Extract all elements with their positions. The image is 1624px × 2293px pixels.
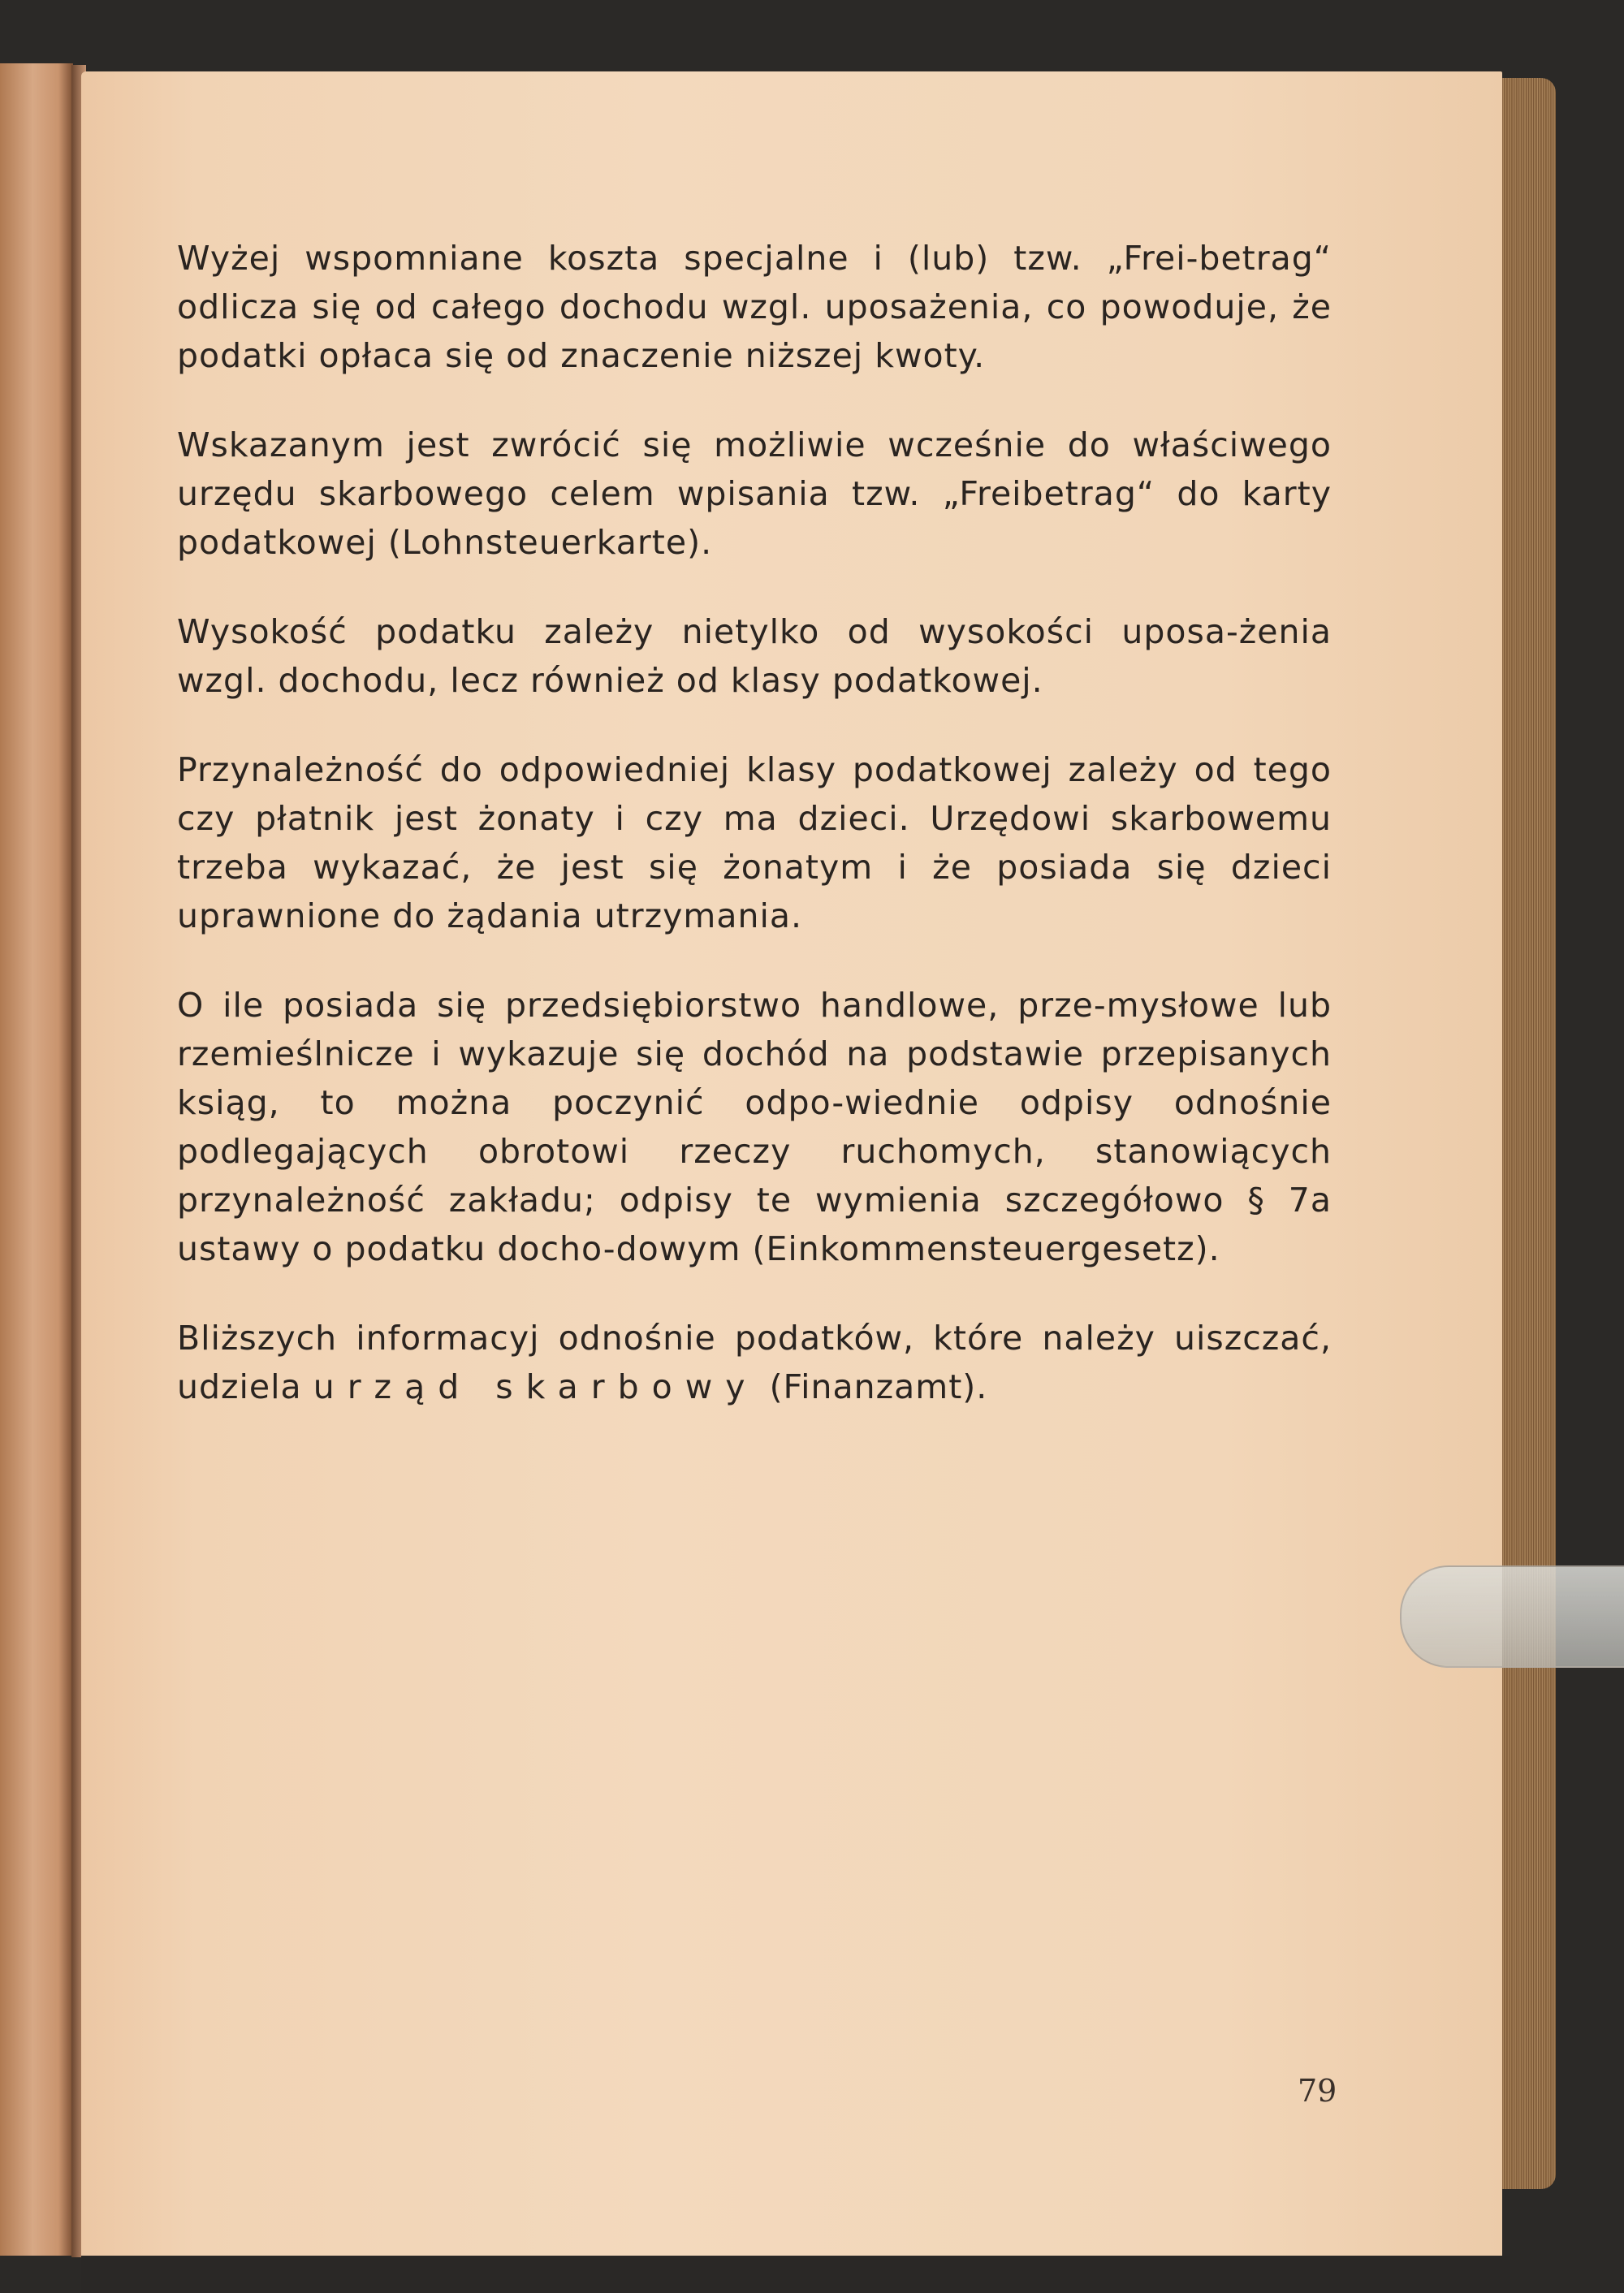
paragraph-5: O ile posiada się przedsiębiorstwo handlowe, prze-mysłowe lub rzemieślnicze i wykazuje się dochód na podstawie przepisanych ksiąg, to można poczynić odpo-wiednie odpisy odnośnie podlegających obrotowi rzeczy ruchomych, stanowiących przynależność zakładu; odpisy te wymienia szczegółowo § 7a ustawy o podatku docho-dowym (Einkommensteuergesetz). xyxy=(177,986,1332,1268)
bookmark-tab xyxy=(1400,1565,1624,1668)
paragraph-3: Wysokość podatku zależy nietylko od wysokości uposa-żenia wzgl. dochodu, lecz również od klasy podatkowej. xyxy=(177,612,1332,700)
spaced-emphasis: urząd skarbowy xyxy=(313,1367,758,1406)
paragraph-4: Przynależność do odpowiedniej klasy podatkowej zależy od tego czy płatnik jest żonaty i czy ma dzieci. Urzędowi skarbowemu trzeba wykazać, że jest się żonatym i że posiada się dzieci uprawnione do żądania utrzymania. xyxy=(177,750,1332,935)
paragraph-6-start: Bliższych informacyj odnośnie podatków, które należy uiszczać, udziela xyxy=(177,1319,1332,1406)
paragraph-1: Wyżej wspomniane koszta specjalne i (lub) tzw. „Frei-betrag“ odlicza się od całego dochodu wzgl. uposażenia, co powoduje, że podatki opłaca się od znaczenie niższej kwoty. xyxy=(177,239,1332,375)
page-number: 79 xyxy=(1298,2073,1337,2109)
paragraph-6-end: (Finanzamt). xyxy=(758,1367,988,1406)
paragraph-2: Wskazanym jest zwrócić się możliwie wcześnie do właściwego urzędu skarbowego celem wpisania tzw. „Freibetrag“ do karty podatkowej (Lohnsteuerkarte). xyxy=(177,425,1332,562)
page-edges xyxy=(1499,78,1556,2189)
paragraph-6 xyxy=(177,1314,1332,1411)
bottom-background xyxy=(81,2256,1510,2293)
left-page-edge xyxy=(0,63,73,2256)
page-body-text xyxy=(177,234,1332,1452)
